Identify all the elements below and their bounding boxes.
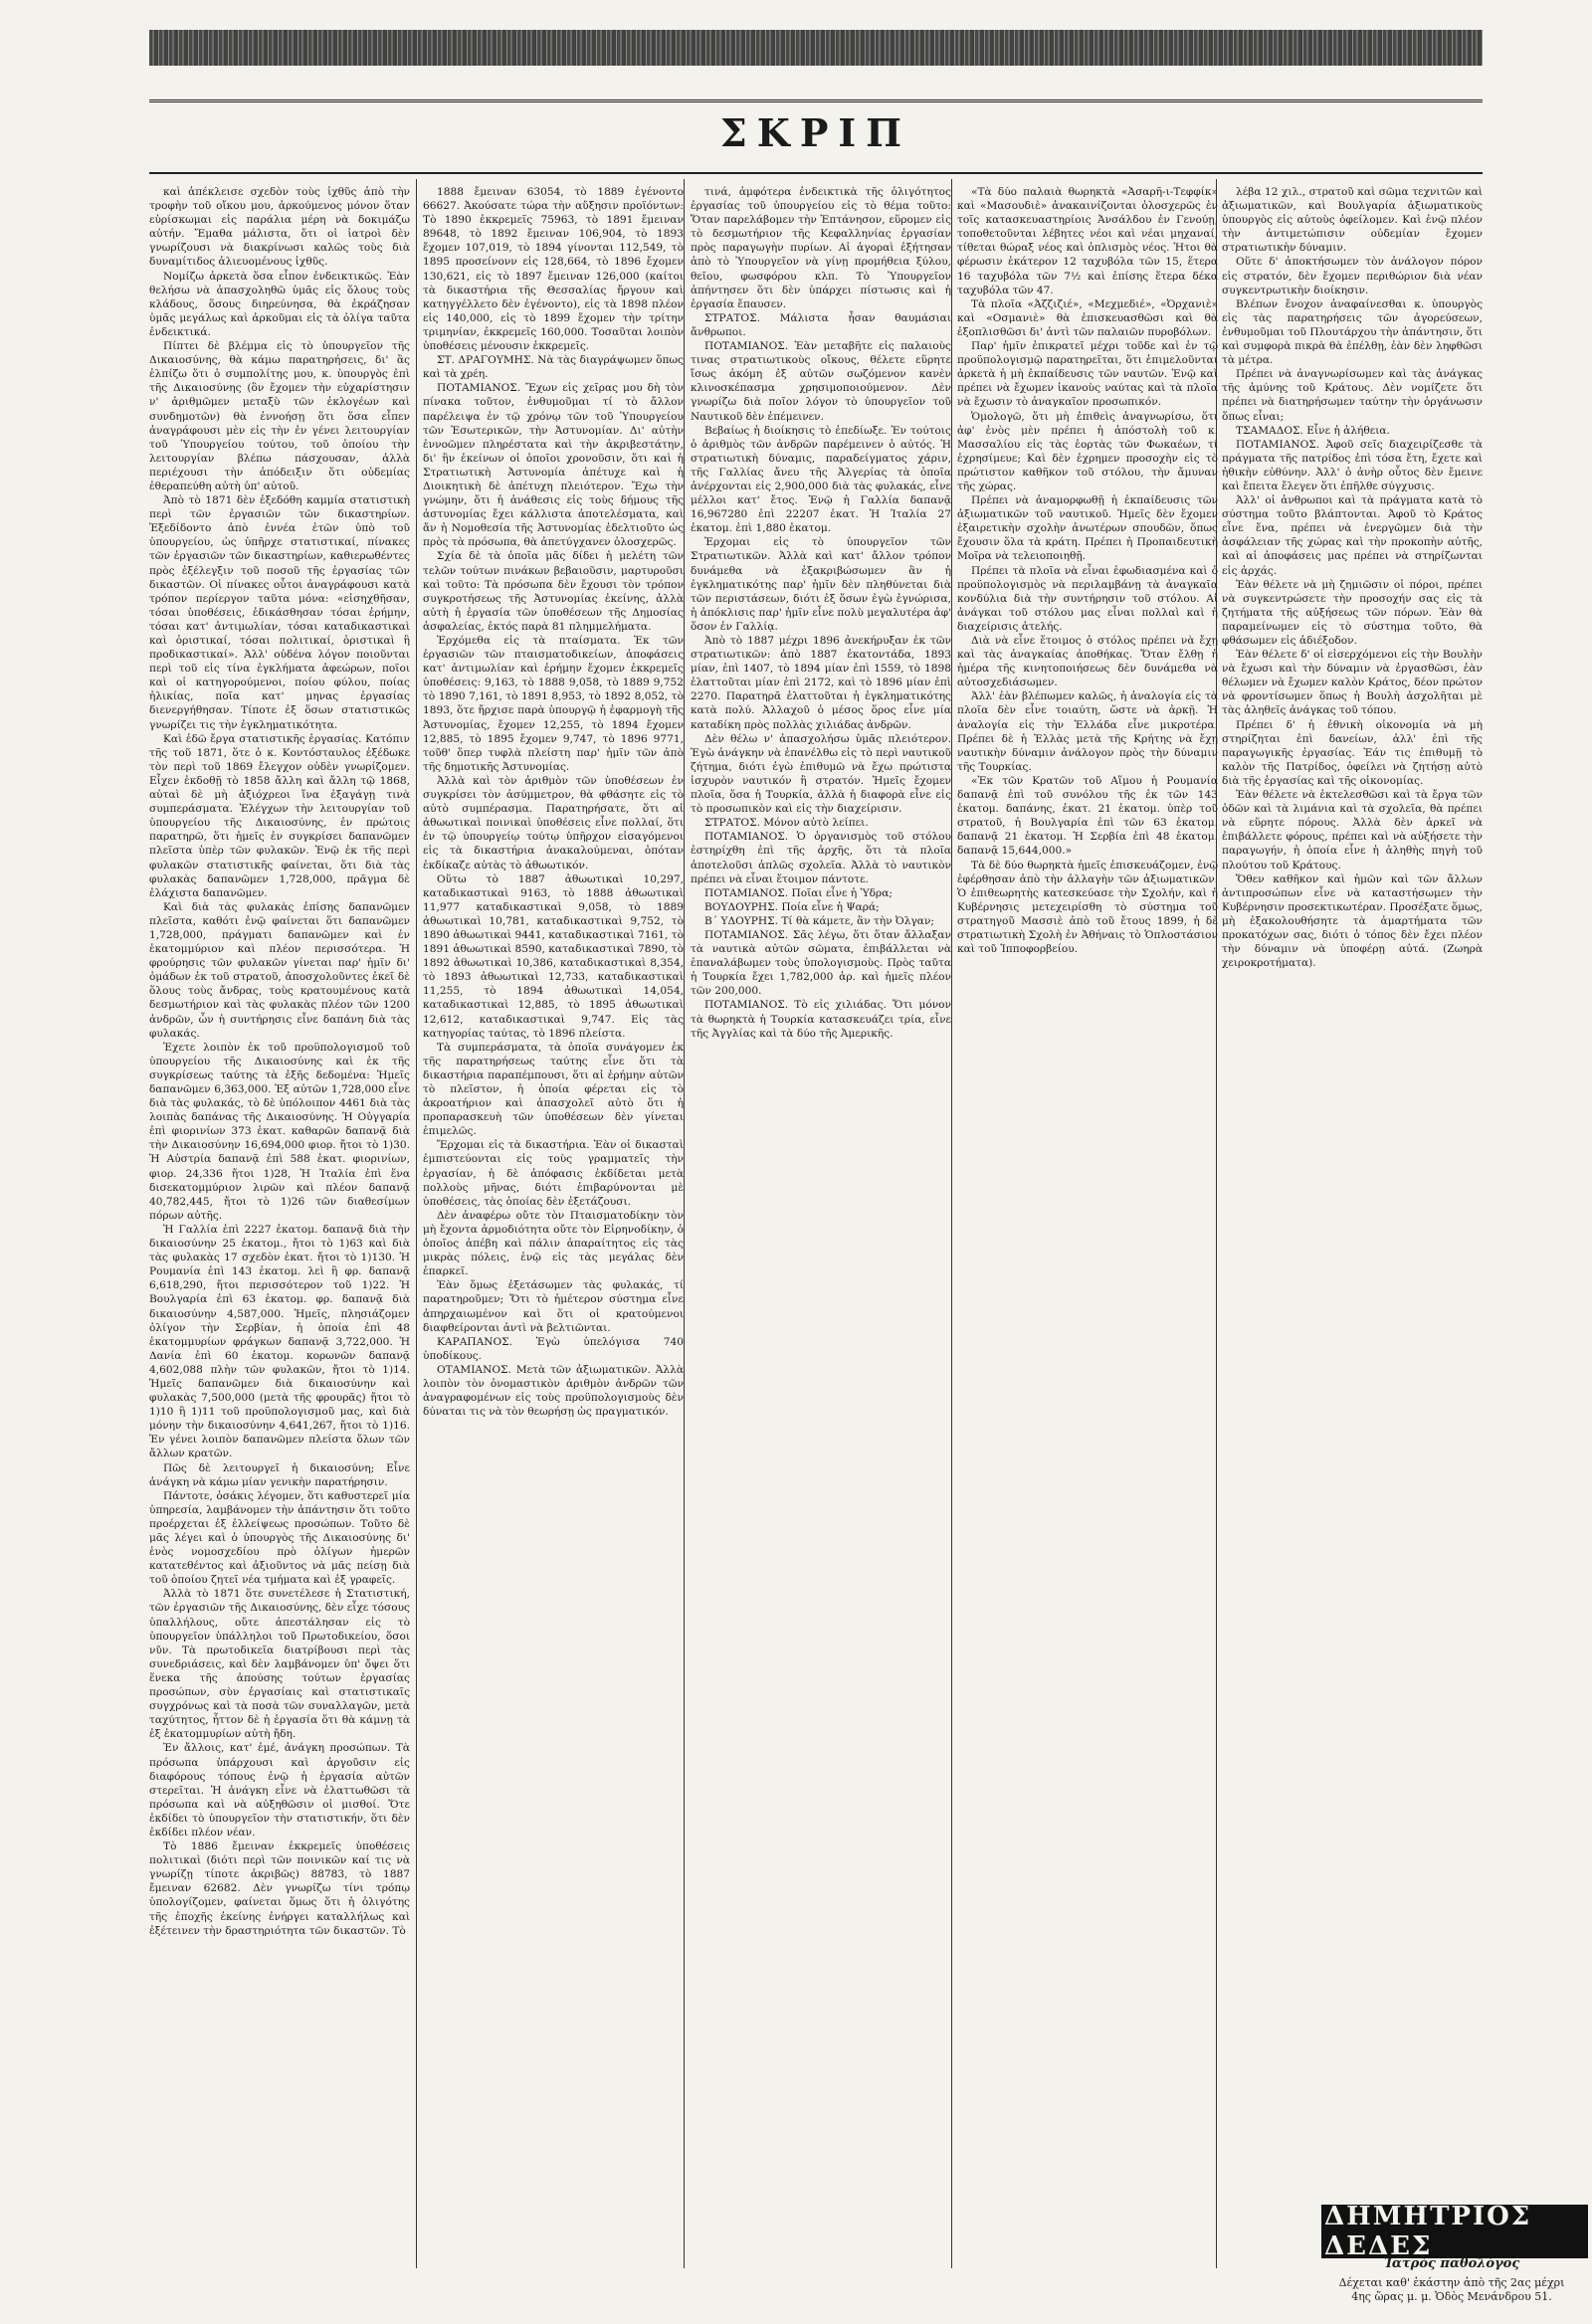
paragraph: ΚΑΡΑΠΑΝΟΣ. Ἐγὼ ὑπελόγισα 740 ὑποδίκους. [423, 1335, 684, 1362]
paragraph: Οὕτω τὸ 1887 ἀθωωτικαὶ 10,297, καταδικαστικαὶ 9163, τὸ 1888 ἀθωωτικαὶ 11,977 καταδικαστικαὶ 9,058, τὸ 1889 ἀθωωτικαὶ 10,781, καταδικαστικαὶ 9,752, τὸ 1890 ἀθωωτικαὶ 9441, καταδικαστικαὶ 7161, τὸ 1891 ἀθωωτικαὶ 8590, καταδικαστικαὶ 7890, τὸ 1892 ἀθωωτικαὶ 10,386, καταδικαστικαὶ 8,354, τὸ 1893 ἀθωωτικαὶ 12,733, καταδικαστικαὶ 11,255, τὸ 1894 ἀθωωτικαὶ 14,054, καταδικαστικαὶ 12,885, τὸ 1895 ἀθωωτικαὶ 12,612, καταδικαστικαὶ 9,747. Εἰς τὰς κατηγορίας ταύτας, τὸ 1896 πλείστα. [423, 872, 684, 1040]
paragraph: «Τὰ δύο παλαιὰ θωρηκτὰ «Ἀσαρῆ-ι-Τεφφίκ» καὶ «Μασουδιὲ» ἀνακαινίζονται ὁλοσχερῶς ἐν τοῖς κατασκευαστηρίοις Ἀνσάλδου ἐν Γενούῃ, τοποθετοῦνται λέβητες νέοι καὶ νέαι μηχαναί, τίθεται θώραξ νέος καὶ ὁπλισμὸς νέος. Ἠτοι θὰ φέρωσιν ἑκάτερον 12 ταχυβόλα τῶν 15, ἕτερα 16 ταχυβόλα τῶν 7½ καὶ ἐπίσης ἕτερα δέκα ταχυβόλα τῶν 47. [957, 186, 1218, 296]
paragraph: Ἐρχομαι εἰς τὸ ὑπουργεῖον τῶν Στρατιωτικῶν. Ἀλλὰ καὶ κατ' ἄλλον τρόπον δυνάμεθα νὰ ἐξακριβώσωμεν ἂν ἡ ἐγκληματικότης παρ' ἡμῖν δὲν πληθύνεται διὰ τῶν περιστάσεων, διότι ἐξ ὅσων ἐγὼ ἐγνώρισα, ἡ ἀπόκλισις παρ' ἡμῖν εἶνε πολὺ μεγαλυτέρα ἀφ' ὅσον ἐν Γαλλίᾳ. [691, 536, 951, 633]
paragraph: ΣΤΡΑΤΟΣ. Μόνον αὐτὸ λείπει. [704, 817, 869, 830]
paragraph: Καὶ ἐδῶ ἔργα στατιστικῆς ἐργασίας. Κατόπιν τῆς τοῦ 1871, ὅτε ὁ κ. Κοντόσταυλος ἐξέδωκε τὸν περὶ τοῦ 1869 ἔλεγχον οὐδὲν γνωρίζομεν. Εἶχεν ἐκδοθῇ τὸ 1858 ἄλλη καὶ ἄλλη τῷ 1868, αὐταὶ δὲ μὴ ἀξιόχρεοι ἵνα ἐξαγάγῃ τινὰ συμπεράσματα. Ἐλέγχων τὴν λειτουργίαν τοῦ ὑπουργείου τῆς Δικαιοσύνης, ἐν πρώτοις παρατηρῶ, ὅτι ἡμεῖς ἐν συγκρίσει δαπανῶμεν πλεῖστα ὑπὲρ τῶν φυλακῶν. Ἐνῷ ἐκ τῆς περὶ φυλακῶν στατιστικῆς φαίνεται, ὅτι διὰ τὰς φυλακὰς δαπανῶμεν 1,728,000, πρᾶγμα δὲ ἐλάχιστα δαπανῶμεν. [149, 732, 410, 899]
paragraph: Ἐὰν ὅμως ἐξετάσωμεν τὰς φυλακάς, τί παρατηροῦμεν; Ὅτι τὸ ἡμέτερον σύστημα εἶνε ἀπηρχαιωμένον καὶ ὅτι οἱ κρατούμενοι διαφθείρονται ἀντὶ νὰ βελτιῶνται. [423, 1279, 684, 1334]
paragraph: Πίπτει δὲ βλέμμα εἰς τὸ ὑπουργεῖον τῆς Δικαιοσύνης, θὰ κάμω παρατηρήσεις, δι' ἃς ἐλπίζω ὅτι ὁ συμπολίτης μου, κ. ὑπουργὸς ἐπὶ τῆς Δικαιοσύνης (ὃν ἔχομεν τὴν εὐχαρίστησιν ν' ἀριθμῶμεν μεταξὺ τῶν ἐκλογέων καὶ συνδημοτῶν) θὰ ἐννοήσῃ ὅτι ὅσα εἶπεν ἀναγράφουσι μὲν εἰς τὴν ἐν γένει λειτουργίαν τοῦ Ὑπουργείου τούτου, τοῦ ὁποίου τὴν λειτουργίαν βλέπω πάσχουσαν, ἀλλὰ περιέχουσι τὴν ἀπόδειξιν ὅτι οὐδεμίας ἐθεραπεύθη αὐτὴ ὑπ' αὐτοῦ. [149, 340, 410, 492]
paragraph: Ἀλλὰ τὸ 1871 ὅτε συνετέλεσε ἡ Στατιστική, τῶν ἐργασιῶν τῆς Δικαιοσύνης, δὲν εἶχε τόσους ὑπαλλήλους, οὔτε ἀπεστάλησαν εἰς τὸ ὑπουργεῖον ὑπάλληλοι τοῦ Πρωτοδικείου, ὅσοι νῦν. Τὰ πρωτοδικεῖα διατρίβουσι περὶ τὰς συνεδριάσεις, καὶ δὲν λαμβάνομεν ὑπ' ὄψει ὅτι ἕνεκα τῆς ἀπούσης τούτων ἐργασίας προσώπων, σὺν ἐργασίαις καὶ στατιστικαῖς συγχρόνως καὶ τὰ ποσὰ τῶν συναλλαγῶν, μετὰ ταχύτητος, ἧττον δὲ ἡ ἐργασία ὅτι θὰ κάμνῃ τὰ ἐξ ἑκατομμυρίων αὐτὴ ἤδη. [149, 1588, 410, 1741]
paragraph: ΠΟΤΑΜΙΑΝΟΣ. Ἐὰν μεταβῆτε εἰς παλαιοὺς τινας στρατιωτικοὺς οἴκους, θέλετε εὕρητε ἴσως ἀκόμη ἐξ αὐτῶν σωζόμενον κανὲν κλινοσκέπασμα χρησιμοποιούμενον. Δὲν γνωρίζω διὰ ποῖον λόγον τὸ ὑπουργεῖον τοῦ Ναυτικοῦ δὲν ἐπέμεινεν. [691, 340, 951, 423]
column-rule [684, 179, 685, 2268]
paragraph: Ἀλλ' οἱ ἀνθρωποι καὶ τὰ πράγματα κατὰ τὸ σύστημα τοῦτο βλάπτονται. Ἀφοῦ τὸ Κράτος εἶνε ἕνα, πρέπει νὰ ἐνεργῶμεν διὰ τὴν ἀσφάλειαν τῆς χώρας καὶ τὴν προκοπὴν αὐτῆς, καὶ αἱ ἀποφάσεις μας πρέπει νὰ στηρίζωνται εἰς ἀρχάς. [1222, 494, 1483, 577]
paragraph: 1888 ἔμειναν 63054, τὸ 1889 ἐγένοντο 66627. Ἀκούσατε τώρα τὴν αὔξησιν προϊόντων: Τὸ 1890 ἐκκρεμεῖς 75963, τὸ 1891 ἔμειναν 89648, τὸ 1892 ἔμειναν 106,904, τὸ 1893 ἔχομεν 107,019, τὸ 1894 γίνονται 112,549, τὸ 1895 προσείνονν εἰς 128,664, τὸ 1896 ἔχομεν 130,621, εἰς τὸ 1897 ἔμειναν 126,000 (καίτοι τὰ δικαστήρια τῆς Θεσσαλίας ἤργουν καὶ κατηγγέλλετο δὲν ἐγένοντο), εἰς τὰ 1898 πλέον εἰς 140,000, εἰς τὸ 1899 ἔχομεν τὴν τρίτην τριμηνίαν, ἐκκρεμεῖς 160,000. Τοσαῦται λοιπὸν ὑποθέσεις μένουσιν ἐκκρεμεῖς. [423, 186, 684, 353]
paragraph: ΠΟΤΑΜΙΑΝΟΣ. Σᾶς λέγω, ὅτι ὅταν ἄλλαξαν τὰ ναυτικὰ αὐτῶν σῶματα, ἐπιβάλλεται νὰ ἐπαναλάβωμεν τοὺς ὑπολογισμοὺς. Πρὸς ταῦτα ἡ Τουρκία ἔχει 1,782,000 ἀρ. καὶ ἡμεῖς πλέον τῶν 200,000. [691, 928, 951, 998]
paragraph: ΠΟΤΑΜΙΑΝΟΣ. Ποῖαι εἶνε ἡ Ὑδρα; [704, 886, 893, 899]
paragraph: Ἡ Γαλλία ἐπὶ 2227 ἑκατομ. δαπανᾷ διὰ τὴν δικαιοσύνην 25 ἑκατομ., ἤτοι τὸ 1)63 καὶ διὰ τὰς φυλακὰς 17 σχεδὸν ἑκατ. ἤτοι τὸ 1)130. Ἡ Ρουμανία ἐπὶ 143 ἑκατομ. λεὶ ἢ φρ. δαπανᾷ 6,618,290, ἤτοι περισσότερον τοῦ 1)22. Ἡ Βουλγαρία ἐπὶ 63 ἑκατομ. φρ. δαπανᾷ διὰ δικαιοσύνην 4,587,000. Ἡμεῖς, πλησιάζομεν ὀλίγον τὴν Σερβίαν, ἡ ὁποία ἐπὶ 48 ἑκατομμυρίων φράγκων δαπανᾷ 3,722,000. Ἡ Δανία ἐπὶ 60 ἑκατομ. κορωνῶν δαπανᾷ 4,602,088 πλὴν τῶν φυλακῶν, ἤτοι τὸ 1)14. Ἡμεῖς δαπανῶμεν διὰ δικαιοσύνην καὶ φυλακὰς 7,500,000 (μετὰ τῆς φρουρᾶς) ἤτοι τὸ 1)10 ἢ 1)11 τοῦ προϋπολογισμοῦ μας, καὶ διὰ μόνην τὴν δικαιοσύνην 4,641,267, ἤτοι τὸ 1)16. Ἐν γένει λοιπὸν δαπανῶμεν πλείστα ὅλων τῶν ἄλλων κρατῶν. [149, 1223, 410, 1460]
article-column-4 [957, 185, 1218, 2254]
paragraph: Ἐὰν θέλετε νὰ μὴ ζημιῶσιν οἱ πόροι, πρέπει νὰ συγκεντρώσετε τὴν προσοχήν σας εἰς τὰ ζητήματα τῆς αὐξήσεως τῶν πόρων. Ἐὰν θὰ παραμείνωμεν εἰς τὸ σύστημα τοῦτο, θὰ φθάσωμεν εἰς ἀδιέξοδον. [1222, 578, 1483, 647]
paragraph: ΠΟΤΑΜΙΑΝΟΣ. Ὁ ὀργανισμὸς τοῦ στόλου ἐστηρίχθη ἐπὶ τῆς ἀρχῆς, ὅτι τὰ πλοῖα ἀποτελοῦσι ἁπλῶς σχολεῖα. Ἀλλὰ τὸ ναυτικὸν πρέπει νὰ εἶναι ἕτοιμον πάντοτε. [691, 831, 951, 885]
paragraph: Πῶς δὲ λειτουργεῖ ἡ δικαιοσύνη; Εἶνε ἀνάγκη νὰ κάμω μίαν γενικὴν παρατήρησιν. [149, 1461, 410, 1488]
paragraph: ΟΤΑΜΙΑΝΟΣ. Μετὰ τῶν ἀξιωματικῶν. Ἀλλὰ λοιπὸν τὸν ὀνομαστικὸν ἀριθμὸν ἀνδρῶν τῶν ἀναγραφομένων εἰς τοὺς προϋπολογισμοὺς δὲν δύναται τις νὰ τὸν θεωρήσῃ ὡς πραγματικόν. [423, 1363, 684, 1419]
column-rule [951, 179, 952, 2268]
advertisement-hours [1321, 2276, 1582, 2304]
paragraph: ΠΟΤΑΜΙΑΝΟΣ. Ἔχων εἰς χεῖρας μου δὴ τὸν πίνακα τοῦτον, ἐνθυμοῦμαι τί τὸ ἄλλον παρέλειψα ἐν τῷ χρόνῳ τῶν τοῦ Ὑπουργείου τῶν Ἐσωτερικῶν, τὴν Ἀστυνομίαν. Δι' αὐτὴν ἐννοῶμεν πληρέστατα καὶ τὴν ἀκριβεστάτην, δι' ἣν ἐκείνων οἱ ὁποῖοι χρονοῦσιν, ὅτι καὶ ἡ Στρατιωτικὴ Ἀστυνομία ἀπέτυχε καὶ ἡ Διοικητικὴ δὲ ἀπέτυχη πλειότερον. Ἔχω τὴν γνώμην, ὅτι ἡ ἀνάθεσις εἰς τοὺς δήμους τῆς ἀστυνομίας ἔχει κάλλιστα ἀποτελέσματα, καὶ ἄν ἡ Νομοθεσία τῆς Ἀστυνομίας ἐδελτιοῦτο ὡς πρὸς τὰ πρόσωπα, θὰ ἀπετύγχανεν ὁλοσχερῶς. [423, 382, 684, 549]
paragraph: Ἀλλ' ἐὰν βλέπωμεν καλῶς, ἡ ἀναλογία εἰς τὰ πλοῖα δὲν εἶνε τοιαύτη, ὥστε νὰ ἀρκῇ. Ἡ ἀναλογία εἰς τὴν Ἑλλάδα εἶνε μικροτέρα. Πρέπει δὲ ἡ Ἑλλὰς μετὰ τῆς Κρήτης νὰ ἔχῃ ναυτικὴν δύναμιν ἀνάλογον πρὸς τὴν δύναμιν τῆς Τουρκίας. [957, 690, 1218, 773]
paragraph: Πάντοτε, ὁσάκις λέγομεν, ὅτι καθυστερεῖ μία ὑπηρεσία, λαμβάνομεν τὴν ἀπάντησιν ὅτι τοῦτο προέρχεται ἐξ ἐλλείψεως προσώπων. Τοῦτο δὲ μᾶς λέγει καὶ ὁ ὑπουργὸς τῆς Δικαιοσύνης δι' ἑνὸς νομοσχεδίου πρὸ ὀλίγων ἡμερῶν κατατεθέντος καὶ ἀξιοῦντος νὰ μᾶς πείσῃ διὰ τοῦ ὁποίου ζητεῖ νέα τμήματα καὶ ἐξ γραφεῖς. [149, 1489, 410, 1587]
paragraph: Ἀπὸ τὸ 1887 μέχρι 1896 ἀνεκήρυξαν ἐκ τῶν στρατιωτικῶν: ἀπὸ 1887 ἐκατοντάδα, 1893 μίαν, ἐπὶ 1407, τὸ 1894 μίαν ἐπὶ 1559, τὸ 1898 ἐλαττοῦται μίαν ἐπὶ 2172, καὶ τὸ 1896 μίαν ἐπὶ 2270. Παρατηρᾶ ἐλαττοῦται ἡ ἐγκληματικότης κατὰ πολύ. Ἀλλαχοῦ ὁ μέσος ὅρος εἶνε μία καταδίκη πρὸς πολλὰς χιλιάδας ἀνδρῶν. [691, 635, 951, 731]
paragraph: Τὰ συμπεράσματα, τὰ ὁποῖα συνάγομεν ἐκ τῆς παρατηρήσεως ταύτης εἶνε ὅτι τὰ δικαστήρια παραπέμπουσι, ὅτι αἱ ἐρήμην αὐτῶν τὸ πλεῖστον, ἡ ὁποία φέρεται εἰς τὸ ἀκροατήριον καὶ ἀπασχολεῖ αὐτὸ ὅτι ἡ προπαρασκευὴ τῶν ὑποθέσεων δὲν γίνεται ἐπιμελῶς. [423, 1041, 684, 1138]
paragraph: Πρέπει νὰ ἀναμορφωθῇ ἡ ἐκπαίδευσις τῶν ἀξιωματικῶν τοῦ ναυτικοῦ. Ἡμεῖς δὲν ἔχομεν ἐξαιρετικὴν σχολὴν ἀνωτέρων σπουδῶν, ὅπως ἔχουσιν ὅλα τὰ κράτη. Πρέπει ἡ Προπαιδευτικὴ Μοῖρα νὰ τελειοποιηθῇ. [957, 494, 1218, 563]
advertisement-name: ΔΗΜΗΤΡΙΟΣ ΔΕΔΕΣ [1321, 2205, 1588, 2258]
paragraph: Ἐὰν θέλετε νὰ ἐκτελεσθῶσι καὶ τὰ ἔργα τῶν ὁδῶν καὶ τὰ λιμάνια καὶ τὰ σχολεῖα, θὰ πρέπει νὰ εὕρητε πόρους. Ἀλλὰ δὲν ἀρκεῖ νὰ ἐπιβάλλετε φόρους, πρέπει καὶ νὰ αὐξήσετε τὴν παραγωγήν, ἡ ὁποία εἶνε ἡ ἀληθὴς πηγὴ τοῦ πλούτου τοῦ Κράτους. [1222, 789, 1483, 872]
advertisement-hours-line-1: Δέχεται καθ' ἑκάστην ἀπὸ τῆς 2ας μέχρι [1338, 2276, 1565, 2289]
paragraph: Ἀπὸ τὸ 1871 δὲν ἐξεδόθη καμμία στατιστικὴ περὶ τῶν ἐργασιῶν τῶν δικαστηρίων. Ἐξεδίδοντο ἀπὸ ἐννέα ἐτῶν ὑπὸ τοῦ ὑπουργείου, ὡς ὑπῆρχε στατιστικαί, πίνακες τῶν ἐργασιῶν τῶν δικαστηρίων, καθιερωθέντες πρὸς ἐξέλεγξιν τοῦ ποσοῦ τῆς ἐργασίας τῶν δικαστῶν. Οἱ πίνακες οὗτοι ἀναγράφουσι κατὰ τρόπον περίεργον ταῦτα μόνα: «εἰσηχθῆσαν, τόσαι ὑποθέσεις, ἐδικάσθησαν τόσαι ἐρήμην, τόσαι κατ' ἀντιμωλίαν, τόσαι καταδικαστικαὶ καὶ ὁριστικαί, τόσαι πολιτικαί, ὁριστικαὶ ἢ προδικαστικαί». Ἀλλ' οὐδένα λόγον ποιοῦνται περὶ τοῦ εἰς τίνα ἐγκλήματα ἀφεώρων, ποῖοι καὶ οἱ κατηγορούμενοι, ποίου φύλου, ποίας ἡλικίας, ποῖα κατ' μηνας ἐργασίας διενεργήθησαν. Τίποτε ἐξ ὅσων στατιστικῶς γνωρίζει τις τὴν ἐγκληματικότητα. [149, 494, 410, 731]
paragraph: ΣΤΡΑΤΟΣ. Μάλιστα ἦσαν θαυμάσιαι ἄνθρωποι. [691, 311, 951, 338]
masthead [149, 99, 1483, 174]
paragraph: Ὅθεν καθῆκον καὶ ἡμῶν καὶ τῶν ἄλλων ἀντιπροσώπων εἶνε νὰ καταστήσωμεν τὴν Κυβέρνησιν προσεκτικωτέραν. Προσέξατε ὅμως, μὴ ἐξακολουθήσητε τὰ ἁμαρτήματα τῶν προκατόχων σας, διότι ὁ τόπος δὲν ἔχει πλέον τὴν δύναμιν νὰ ὑποφέρῃ αὐτά. (Ζωηρὰ χειροκροτήματα). [1222, 872, 1483, 970]
article-column-3 [691, 185, 951, 2254]
article-column-2 [423, 185, 684, 2254]
paragraph: ΒΟΥΔΟΥΡΗΣ. Ποία εἶνε ἡ Ψαρά; [704, 900, 880, 913]
paragraph: Παρ' ἡμῖν ἐπικρατεῖ μέχρι τοῦδε καὶ ἐν τῷ προϋπολογισμῷ παρατηρεῖται, ὅτι ἐπιμελοῦνται ἀρκετὰ ἡ μὴ ἐκπαίδευσις τῶν ναυτῶν. Ἐνῷ καὶ πρέπει νὰ ἔχωμεν ἱκανοὺς ναύτας καὶ τὰ πλοῖα νὰ ἔχωσιν τὸ ἀναγκαῖον προσωπικόν. [957, 340, 1218, 409]
advertisement-hours-line-2: 4ης ὥρας μ. μ. Ὁδὸς Μενάνδρου 51. [1351, 2290, 1552, 2303]
article-column-5 [1222, 185, 1483, 2195]
column-rule [416, 179, 417, 2268]
paragraph: Πρέπει νὰ ἀναγνωρίσωμεν καὶ τὰς ἀνάγκας τῆς ἀμύνης τοῦ Κράτους. Δὲν νομίζετε ὅτι πρέπει νὰ διατηρήσωμεν ταύτην τὴν ὀργάνωσιν ὅπως εἶναι; [1222, 368, 1483, 423]
article-column-1 [149, 185, 410, 2254]
paragraph: Νομίζω ἀρκετὰ ὅσα εἶπον ἐνδεικτικῶς. Ἐὰν θελήσω νὰ ἀπασχοληθῶ ὑμᾶς εἰς ὅλους τοὺς κλάδους, ὅσους διηρεύνησα, θὰ ἐκράζησαν ὑμᾶς μεγάλως καὶ ἀρκοῦμαι εἰς τὰ ὀλίγα ταῦτα ἐνδεικτικά. [149, 270, 410, 338]
paragraph: ΤΣΑΜΑΔΟΣ. Εἶνε ἡ ἀλήθεια. [1236, 424, 1390, 437]
paragraph: Τὰ πλοῖα «Ἀζζιζιέ», «Μεχμεδιέ», «Ὀρχανιὲ» καὶ «Οσμανιὲ» θὰ ἐπισκευασθῶσι καὶ θὰ ἐξοπλισθῶσι δι' ἀντὶ τῶν παλαιῶν πυροβόλων. [957, 297, 1218, 338]
paragraph: τινά, ἀμφότερα ἐνδεικτικὰ τῆς ὀλιγότητος ἐργασίας τοῦ ὑπουργείου εἰς τὸ θέμα τοῦτο: Ὅταν παρελάβομεν τὴν Ἑπτάνησον, εὕρομεν εἰς τὸ δεσμωτήριον τῆς Κεφαλληνίας ἐργασίαν πρὸς παραγωγὴν πυρίων. Αἱ ἀγοραὶ ἐξήτησαν ἀπὸ τὸ Ὑπουργεῖον νὰ γίνῃ προμήθεια ξύλου, θεῖου, φωσφόρου κλπ. Τὸ Ὑπουργεῖον ἀπήντησεν ὅτι δὲν ὑπάρχει πίστωσις καὶ ἡ ἐργασία ἔπαυσεν. [691, 186, 951, 310]
paragraph: Διὰ νὰ εἶνε ἕτοιμος ὁ στόλος πρέπει νὰ ἔχῃ καὶ τὰς ἀναγκαίας ἀποθήκας. Ὅταν ἔλθῃ ἡ ἡμέρα τῆς κινητοποιήσεως δὲν δυνάμεθα νὰ αὐτοσχεδιάσωμεν. [957, 635, 1218, 689]
paragraph: Ἐρχόμεθα εἰς τὰ πταίσματα. Ἐκ τῶν ἐργασιῶν τῶν πταισματοδικείων, ἀποφάσεις κατ' ἀντιμωλίαν καὶ ἐρήμην ἔχομεν ἐκκρεμεῖς ὑποθέσεις: 9,163, τὸ 1888 9,058, τὸ 1889 9,752 τὸ 1890 7,161, τὸ 1891 8,953, τὸ 1892 8,052, τὸ 1893, ὅτε ἤρχισε παρὰ ὑπουργῷ ἡ ἐφαρμογὴ τῆς Ἀστυνομίας, ἔχομεν 12,255, τὸ 1894 ἔχομεν 12,885, τὸ 1895 ἔχομεν 9,747, τὸ 1896 9771, τοῦθ' ὅπερ τυφλὰ πλείστη παρ' ἡμῖν τῶν ἀπὸ τῆς δημοτικῆς Ἀστυνομίας. [423, 635, 684, 773]
paragraph: Πρέπει δ' ἡ ἐθνικὴ οἰκονομία νὰ μὴ στηρίζηται ἐπὶ δανείων, ἀλλ' ἐπὶ τῆς παραγωγικῆς ἐργασίας. Ἐάν τις ἐπιθυμῇ τὸ καλὸν τῆς Πατρίδος, ὀφείλει νὰ ζητήσῃ αὐτὸ διὰ τῆς ἐργασίας καὶ τῆς οἰκονομίας. [1222, 718, 1483, 787]
paragraph: ΠΟΤΑΜΙΑΝΟΣ. Τὸ εἰς χιλιάδας. Ὅτι μόνον τὰ θωρηκτὰ ἡ Τουρκία κατασκευάζει τρία, εἶνε τῆς Ἀγγλίας καὶ τὰ δύο τῆς Ἀμερικῆς. [691, 999, 951, 1040]
paragraph: Σχία δὲ τὰ ὁποῖα μᾶς δίδει ἡ μελέτη τῶν τελῶν τούτων πινάκων βεβαιοῦσιν, μαρτυροῦσι καὶ τοῦτο: Τὰ πρόσωπα δὲν ἔχουσι τὸν τρόπον συγκροτήσεως τῆς Ἀστυνομίας ἐκείνης, ἀλλὰ αὐτὴ ἡ ἐργασία τῶν ὑποθέσεων τῆς Δημοσίας ἀσφαλείας, ἐκτός παρὰ 81 πλημμελήματα. [423, 550, 684, 633]
paragraph: Τὰ δὲ δύο θωρηκτὰ ἡμεῖς ἐπισκευάζομεν, ἐνῷ ἐφέρθησαν ἀπὸ τὴν ἀλλαγὴν τῶν ἀξιωματικῶν. Ὁ ἐπιθεωρητὴς κατεσκεύασε τὴν Σχολήν, καὶ ἡ Κυβέρνησις μετεχειρίσθη τὸ σύστημα τοῦ στρατηγοῦ Μασσιὲ ἀπὸ τοῦ ἔτους 1899, ἡ δὲ στρατιωτικὴ Σχολὴ ἐν Ἀθήναις τὸ Ὁπλοστάσιον καὶ τοῦ Ἱπποφορβείου. [957, 859, 1218, 956]
paragraph: ΣΤ. ΔΡΑΓΟΥΜΗΣ. Νὰ τὰς διαγράψωμεν ὅπως καὶ τὰ χρέη. [423, 354, 684, 381]
paragraph: Ἐν ἄλλοις, κατ' ἐμέ, ἀνάγκη προσώπων. Τὰ πρόσωπα ὑπάρχουσι καὶ ἀργοῦσιν εἰς διαφόρους τόπους ἐνῷ ἡ ἐργασία αὐτῶν στερεῖται. Ἡ ἀνάγκη εἶνε νὰ ἐλαττωθῶσι τὰ πρόσωπα καὶ νὰ αὐξηθῶσιν οἱ μισθοί. Ὅτε ἐκδίδει τὸ ὑπουργεῖον τὴν στατιστικήν, ὅτι δὲν ἐκδίδει πλέον νέαν. [149, 1742, 410, 1839]
paragraph: λέβα 12 χιλ., στρατοῦ καὶ σῶμα τεχνιτῶν καὶ ἀξιωματικῶν, καὶ Βουλγαρία ἀξιωματικοὺς ὑπουργὸς εἰς αὐτοὺς ὀφείλομεν. Καὶ ἐνῷ πλέον τὴν ἀντιμετώπισιν οὐδεμίαν ἔχομεν στρατιωτικὴν δύναμιν. [1222, 186, 1483, 255]
paragraph: Ἀλλὰ καὶ τὸν ἀριθμὸν τῶν ὑποθέσεων ἐν συγκρίσει τὸν ἀσύμμετρον, θὰ φθάσητε εἰς τὸ αὐτὸ συμπέρασμα. Παρατηρήσατε, ὅτι αἱ ἀθωωτικαὶ ποινικαὶ ὑποθέσεις εἶνε πολλαί, ὅτι ἐν τῷ ὑπουργείῳ τούτῳ ὑπῆρχον εἰσαγόμενοι εἰς τὰ δικαστήρια ἀνακαλούμεναι, ὁπόταν ἐκδίκαζε αὐτὰς τὸ ἀθωωτικόν. [423, 774, 684, 872]
paragraph: Οὕτε δ' ἀποκτήσωμεν τὸν ἀνάλογον πόρον εἰς στρατόν, δὲν ἔχομεν περιθώριον διὰ νέαν συγκεντρωτικὴν διοίκησιν. [1222, 256, 1483, 296]
paragraph: Δὲν θέλω ν' ἀπασχολήσω ὑμᾶς πλειότερον. Ἐγὼ ἀνάγκην νὰ ἐπανέλθω εἰς τὸ περὶ ναυτικοῦ ζήτημα, διότι ἐγὼ ἐπιθυμῶ νὰ ἔχω πρώτιστα ἰσχυρὸν ναυτικόν ἢ στρατόν. Ἡμεῖς ἔχομεν πλοῖα, ὅσα ἡ Τουρκία, ἀλλὰ ἡ διαφορὰ εἶνε εἰς τὸ προσωπικὸν καὶ εἰς τὴν διαχείρισιν. [691, 732, 951, 816]
paragraph: Πρέπει τὰ πλοῖα νὰ εἶναι ἐφωδιασμένα καὶ ὁ προϋπολογισμὸς νὰ περιλαμβάνῃ τὰ ἀναγκαῖα κονδύλια διὰ τὴν συντήρησιν τοῦ στόλου. Αἱ ἀνάγκαι τοῦ στόλου μας εἶναι πολλαὶ καὶ ἡ διαχείρισις ἀτελής. [957, 564, 1218, 633]
paragraph: καὶ ἀπέκλεισε σχεδὸν τοὺς ἰχθῦς ἀπὸ τὴν τροφὴν τοῦ οἴκου μου, ἀρκούμενος μόνον ὅταν εὑρίσκωμαι εἰς παράλια μέρη νὰ δοκιμάζω αὐτήν. Ἔμαθα μάλιστα, ὅτι οἱ ἰατροὶ δὲν γνωρίζουσι νὰ διακρίνωσι καλῶς τοὺς διὰ δυναμίτιδος ἁλιευομένους ἰχθῦς. [149, 186, 410, 269]
paragraph: Ἐὰν θέλετε δ' οἱ εἰσερχόμενοι εἰς τὴν Βουλὴν νὰ ἔχωσι καὶ τὴν δύναμιν νὰ ἐργασθῶσι, ἐὰν θέλωμεν νὰ ἔχωμεν καλὸν Κράτος, δέον πρώτον νὰ φροντίσωμεν ὅπως ἡ Βουλὴ ἀσχολῆται μὲ τὰς ἀληθεῖς ἀνάγκας τοῦ τόπου. [1222, 649, 1483, 717]
advertisement-profession: Ἰατρὸς παθολόγος [1383, 2256, 1520, 2271]
newspaper-title: ΣΚΡΙΠ [719, 110, 912, 155]
paragraph: Ἐχετε λοιπὸν ἐκ τοῦ προϋπολογισμοῦ τοῦ ὑπουργείου τῆς Δικαιοσύνης καὶ ἐκ τῆς συγκρίσεως ταύτης τὰ ἑξῆς δεδομένα: Ἡμεῖς δαπανῶμεν 6,363,000. Ἐξ αὐτῶν 1,728,000 εἶνε διὰ τὰς φυλακάς, τὸ δὲ ὑπόλοιπον 4461 διὰ τὰς λοιπὰς δαπάνας τῆς Δικαιοσύνης. Ἡ Οὐγγαρία ἐπὶ φιορινίων 373 ἑκατ. καθαρῶν δαπανᾷ διὰ τὴν Δικαιοσύνην 16,694,000 φιορ. ἤτοι τὸ 1)30. Ἡ Αὐστρία δαπανᾷ ἐπὶ 588 ἑκατ. φιορινίων, φιορ. 24,336 ἤτοι 1)28, Ἡ Ἰταλία ἐπὶ ἕνα δισεκατομμύριον λιρῶν καὶ πλέον δαπανᾷ 40,782,445, ἤτοι τὸ 1)26 τῶν διαθεσίμων πόρων αὐτῆς. [149, 1041, 410, 1222]
paragraph: Βλέπων ἔνοχον ἀναφαίνεσθαι κ. ὑπουργὸς εἰς τὰς παρατηρήσεις τῶν ἀγορεύσεων, ἐνθυμοῦμαι τοῦ Πλουτάρχου τὴν ἀπάντησιν, ὅτι καὶ συμφορὰ πικρὰ θὰ ἐπέλθῃ, ἐὰν δὲν ληφθῶσι τὰ μέτρα. [1222, 297, 1483, 367]
paragraph: Καὶ διὰ τὰς φυλακὰς ἐπίσης δαπανῶμεν πλεῖστα, καθότι ἐνῷ φαίνεται ὅτι δαπανῶμεν 1,728,000, πράγματι δαπανῶμεν καὶ ἐν ἑκατομμύριον καὶ πλέον περισσότερα. Ἡ φρούρησις τῶν φυλακῶν γίνεται παρ' ἡμῖν δι' ὁμάδων ἐκ τοῦ στρατοῦ, ἀποσχολοῦντες ἐκεῖ δὲ ὅλους τοὺς ἄνδρας, τοὺς κρατουμένους κατὰ δεσμωτήριον καὶ τὰς φυλακὰς πλέον τῶν 1200 ἀνδρῶν, ὧν ἡ συντήρησις εἶνε δαπάνη διὰ τὰς φυλακάς. [149, 900, 410, 1040]
paragraph: Δὲν ἀναφέρω οὔτε τὸν Πταισματοδίκην τὸν μὴ ἔχοντα ἁρμοδιότητα οὔτε τὸν Εἰρηνοδίκην, ὁ ὁποῖος ἀπέβη καὶ πάλιν ἀπαραίτητος εἰς τὰς μικρὰς πόλεις, ἐνῷ εἰς τὰς μεγάλας δὲν ἐπαρκεῖ. [423, 1209, 684, 1278]
paragraph: Ἔρχομαι εἰς τὰ δικαστήρια. Ἐὰν οἱ δικασταὶ ἐμπιστεύονται εἰς τοὺς γραμματεῖς τὴν ἐργασίαν, ἡ δὲ ἀπόφασις ἐκδίδεται μετὰ πολλοὺς μῆνας, διότι ἐπιβαρύνονται μὲ ὑποθέσεις, τὰς ὁποίας δὲν ἐξετάζουσι. [423, 1139, 684, 1208]
paragraph: ΠΟΤΑΜΙΑΝΟΣ. Ἀφοῦ σεῖς διαχειρίζεσθε τὰ πράγματα τῆς πατρίδος ἐπὶ τόσα ἔτη, ἔχετε καὶ ἠθικὴν εὐθύνην. Ἀλλ' ὁ ἀνὴρ οὗτος δὲν ἔμεινε καὶ ἔπειτα ἔλεγεν ὅτι ἐπῆλθε σύγχυσις. [1222, 438, 1483, 492]
top-border-band [149, 30, 1483, 66]
paragraph: Ὁμολογῶ, ὅτι μὴ ἐπιθεὶς ἀναγνωρίσω, ὅτι ἀφ' ἑνὸς μὲν πρέπει ἡ ἀπόστολὴ τοῦ κ. Μασσαλίου εἰς τὰς ἑορτὰς τῶν Φωκαέων, τί ἐχρησίμευε; Καὶ δὲν ἐχρημεν προσοχὴν εἰς τὸ πρώτιστον καθῆκον τοῦ στόλου, τὴν ἄμυναν τῆς χώρας. [957, 410, 1218, 492]
paragraph: Βεβαίως ἡ διοίκησις τὸ ἐπεδίωξε. Ἐν τούτοις ὁ ἀριθμὸς τῶν ἀνδρῶν παρέμεινεν ὁ αὐτός. Ἡ στρατιωτικὴ δύναμις, παραδείγματος χάριν, τῆς Γαλλίας ἄνευ τῆς Ἀλγερίας τὰ ὁποῖα ἀνέρχονται εἰς 2,900,000 διὰ τὰς φυλακάς, εἶνε μέλλοι κατ' ἔτος. Ἐνῷ ἡ Γαλλία δαπανᾷ 16,967280 ἐπὶ 22207 ἑκατ. Ἡ Ἰταλία 27 ἑκατομ. ἐπὶ 1,880 ἑκατομ. [691, 424, 951, 535]
paragraph: Τὸ 1886 ἔμειναν ἐκκρεμεῖς ὑποθέσεις πολιτικαὶ (διότι περὶ τῶν ποινικῶν καί τις νὰ γνωρίζῃ τίποτε ἀκριβῶς) 88783, τὸ 1887 ἔμειναν 62682. Δὲν γνωρίζω τίνι τρόπῳ ὑπολογίζομεν, φαίνεται ὅμως ὅτι ἡ ὀλιγότης τῆς ἐποχῆς ἐκείνης ἐνήργει καταλλήλως καὶ ἐξέτεινεν τὴν δραστηριότητα τῶν δικαστῶν. Τὸ [149, 1840, 410, 1937]
paragraph: Β΄ ΥΔΟΥΡΗΣ. Τί θὰ κάμετε, ἂν τὴν Ὀλγαν; [704, 914, 934, 927]
paragraph: «Ἐκ τῶν Κρατῶν τοῦ Αἵμου ἡ Ρουμανία δαπανᾷ ἐπὶ τοῦ συνόλου τῆς ἐκ τῶν 143 ἑκατομ. δαπάνης, ἑκατ. 21 ἑκατομ. ὑπὲρ τοῦ στρατοῦ, ἡ Βουλγαρία ἐπὶ τῶν 63 ἑκατομ. δαπανᾷ 21 ἑκατομ. Ἡ Σερβία ἐπὶ 48 ἑκατομ. δαπανᾷ 15,644,000.» [957, 774, 1218, 858]
